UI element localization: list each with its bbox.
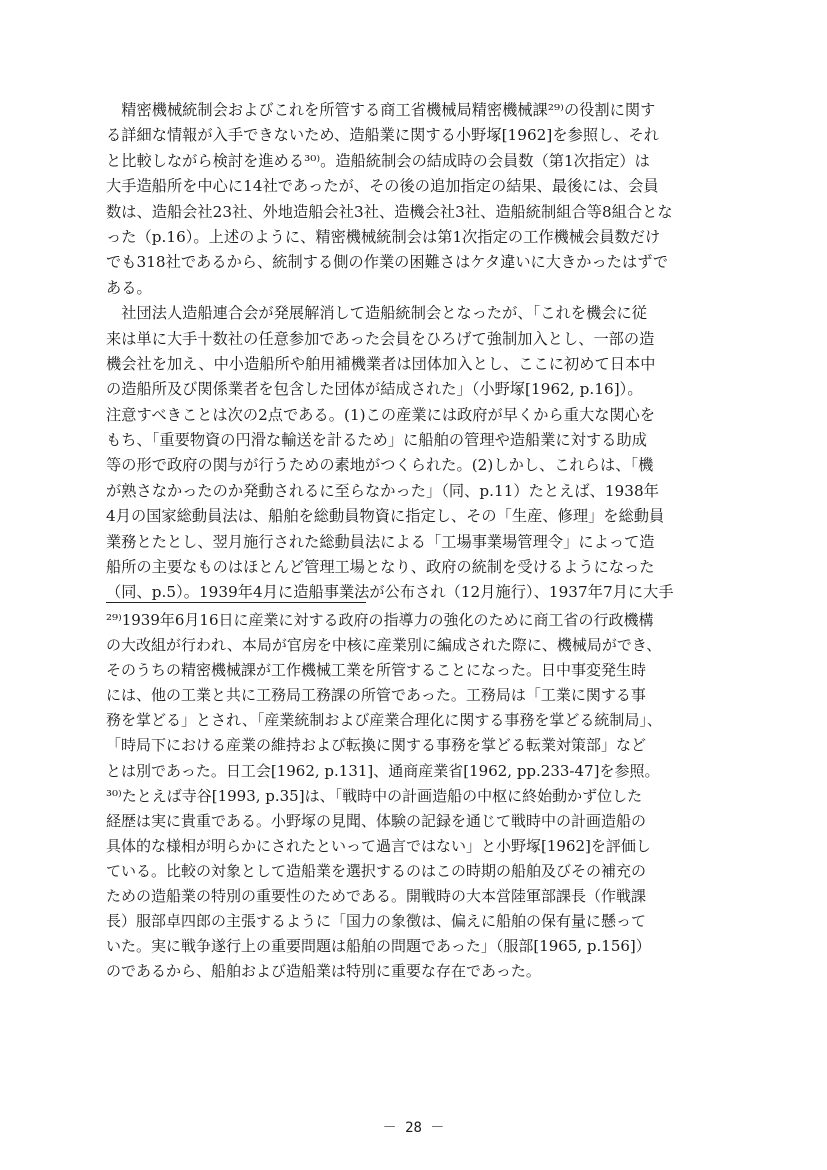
footnotes-block bbox=[106, 608, 706, 984]
body-line: でも318社であるから、統制する側の作業の困難さはケタ違いに大きかったはずで bbox=[106, 253, 669, 272]
footnote-line: ²⁹⁾1939年6月16日に産業に対する政府の指導力の強化のために商工省の行政機構 bbox=[106, 611, 654, 629]
footnote-line: とは別であった。日工会[1962, p.131]、通商産業省[1962, pp.233-47]を参照。 bbox=[106, 761, 660, 780]
footnote-line: そのうちの精密機械課が工作機械工業を所管することになった。日中事変発生時 bbox=[106, 661, 647, 680]
footnote-line: には、他の工業と共に工務局工務課の所管であった。工務局は「工業に関する事 bbox=[106, 686, 646, 705]
body-line: 機会社を加え、中小造船所や舶用補機業者は団体加入とし、ここに初めて日本中 bbox=[106, 354, 656, 373]
main-text-block bbox=[106, 98, 698, 606]
body-line: 社団法人造船連合会が発展解消して造船統制会となったが、「これを機会に従 bbox=[106, 304, 647, 323]
body-line: 数は、造船会社23社、外地造船会社3社、造機会社3社、造船統制組合等8組合とな bbox=[106, 202, 673, 221]
body-line: 注意すべきことは次の2点である。(1)この産業には政府が早くから重大な関心を bbox=[106, 405, 656, 424]
body-line: 来は単に大手十数社の任意参加であった会員をひろげて強制加入とし、一部の造 bbox=[106, 329, 655, 348]
body-line: （同、p.5）。1939年4月に造船事業法が公布され（12月施行）、1937年7月に大手 bbox=[106, 583, 674, 602]
page-number: － 28 － bbox=[382, 1120, 445, 1136]
body-line: る詳細な情報が入手できないため、造船業に関する小野塚[1962]を参照し、それ bbox=[106, 126, 660, 145]
body-line: と比較しながら検討を進める³⁰⁾。造船統制会の結成時の会員数（第1次指定）は bbox=[106, 151, 650, 170]
footnote-line: 務を掌どる」とされ、「産業統制および産業合理化に関する事務を掌どる統制局」、 bbox=[106, 711, 662, 730]
footnote-line: 経歴は実に貴重である。小野塚の見聞、体験の記録を通じて戦時中の計画造船の bbox=[106, 811, 647, 830]
body-line: が熟さなかったのか発動されるに至らなかった」（同、p.11）たとえば、1938年 bbox=[106, 481, 659, 500]
body-line: 4月の国家総動員法は、船舶を総動員物資に指定し、その「生産、修理」を総動員 bbox=[106, 507, 665, 526]
body-line: ある。 bbox=[106, 278, 152, 297]
body-line: 等の形で政府の関与が行うための素地がつくられた。(2)しかし、これらは、「機 bbox=[106, 456, 654, 475]
footnote-line: の大改組が行われ、本局が官房を中核に産業別に編成された際に、機械局ができ、 bbox=[106, 636, 662, 655]
body-line: の造船所及び関係業者を包含した団体が結成された」（小野塚[1962, p.16]）。 bbox=[106, 380, 643, 399]
footnote-separator bbox=[106, 602, 366, 603]
footnote-line: 長）服部卓四郎の主張するように「国力の象徴は、偏えに船舶の保有量に懸って bbox=[106, 912, 647, 931]
body-line: った（p.16）。上述のように、精密機械統制会は第1次指定の工作機械会員数だけ bbox=[106, 227, 661, 246]
body-line: 業務とたとし、翌月施行された総動員法による「工場事業場管理令」によって造 bbox=[106, 532, 655, 551]
footnote-line: ³⁰⁾たとえば寺谷[1993, p.35]は、「戦時中の計画造船の中枢に終始動かず位した bbox=[106, 786, 643, 805]
footnote-line: のであるから、船舶および造船業は特別に重要な存在であった。 bbox=[106, 962, 541, 981]
body-line: 精密機械統制会およびこれを所管する商工省機械局精密機械課²⁹⁾の役割に関す bbox=[106, 101, 656, 119]
body-line: もち、「重要物資の円滑な輸送を計るため」に船舶の管理や造船業に対する助成 bbox=[106, 431, 647, 450]
footnote-line: 「時局下における産業の維持および転換に関する事務を掌どる転業対策部」など bbox=[106, 736, 647, 755]
footnote-line: いた。実に戦争遂行上の重要問題は船舶の問題であった」（服部[1965, p.156]） bbox=[106, 937, 651, 956]
body-line: 大手造船所を中心に14社であったが、その後の追加指定の結果、最後には、会員 bbox=[106, 177, 659, 196]
body-line: 船所の主要なものはほとんど管理工場となり、政府の統制を受けるようになった bbox=[106, 558, 655, 577]
footnote-line: 具体的な様相が明らかにされたといって過言ではない」と小野塚[1962]を評価し bbox=[106, 836, 651, 855]
footnote-line: ている。比較の対象として造船業を選択するのはこの時期の船舶及びその補充の bbox=[106, 861, 647, 880]
footnote-line: ための造船業の特別の重要性のためである。開戦時の大本営陸軍部課長（作戦課 bbox=[106, 887, 647, 906]
